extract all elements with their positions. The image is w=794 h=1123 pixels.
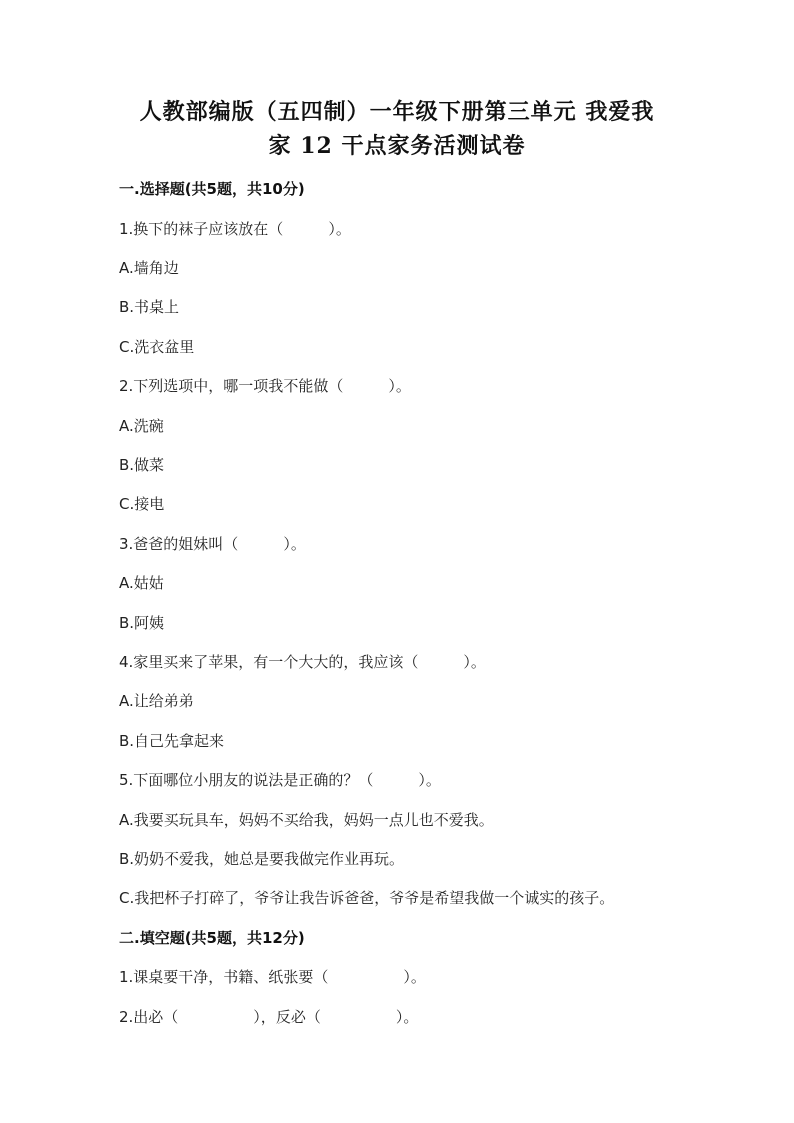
section-heading-fill: 二.填空题(共5题，共12分) — [119, 929, 305, 947]
question-option: A.姑姑 — [119, 574, 164, 592]
page-title — [100, 95, 694, 163]
question-option: A.让给弟弟 — [119, 692, 194, 710]
question-option: B.做菜 — [119, 456, 165, 474]
question-stem: 5.下面哪位小朋友的说法是正确的？（ ）。 — [119, 771, 441, 789]
question-option: B.书桌上 — [119, 298, 180, 316]
fill-question: 2.出必（ ），反必（ ）。 — [119, 1008, 419, 1026]
question-stem: 2.下列选项中，哪一项我不能做（ ）。 — [119, 377, 411, 395]
question-option: B.奶奶不爱我，她总是要我做完作业再玩。 — [119, 850, 405, 868]
question-option: C.洗衣盆里 — [119, 338, 195, 356]
question-option: B.阿姨 — [119, 614, 165, 632]
fill-question: 1.课桌要干净，书籍、纸张要（ ）。 — [119, 968, 426, 986]
question-option: A.洗碗 — [119, 417, 164, 435]
title-line-1: 人教部编版（五四制）一年级下册第三单元 我爱我 — [139, 99, 655, 125]
question-option: C.接电 — [119, 495, 165, 513]
title-line-2: 家 12 干点家务活测试卷 — [268, 133, 526, 159]
section-heading-choice: 一.选择题(共5题，共10分) — [119, 180, 305, 198]
question-option: B.自己先拿起来 — [119, 732, 225, 750]
question-stem: 4.家里买来了苹果，有一个大大的，我应该（ ）。 — [119, 653, 486, 671]
question-stem: 3.爸爸的姐妹叫（ ）。 — [119, 535, 306, 553]
question-option: A.我要买玩具车，妈妈不买给我，妈妈一点儿也不爱我。 — [119, 811, 494, 829]
question-option: A.墙角边 — [119, 259, 179, 277]
question-option: C.我把杯子打碎了，爷爷让我告诉爸爸，爷爷是希望我做一个诚实的孩子。 — [119, 889, 615, 907]
question-stem: 1.换下的袜子应该放在（ ）。 — [119, 220, 351, 238]
